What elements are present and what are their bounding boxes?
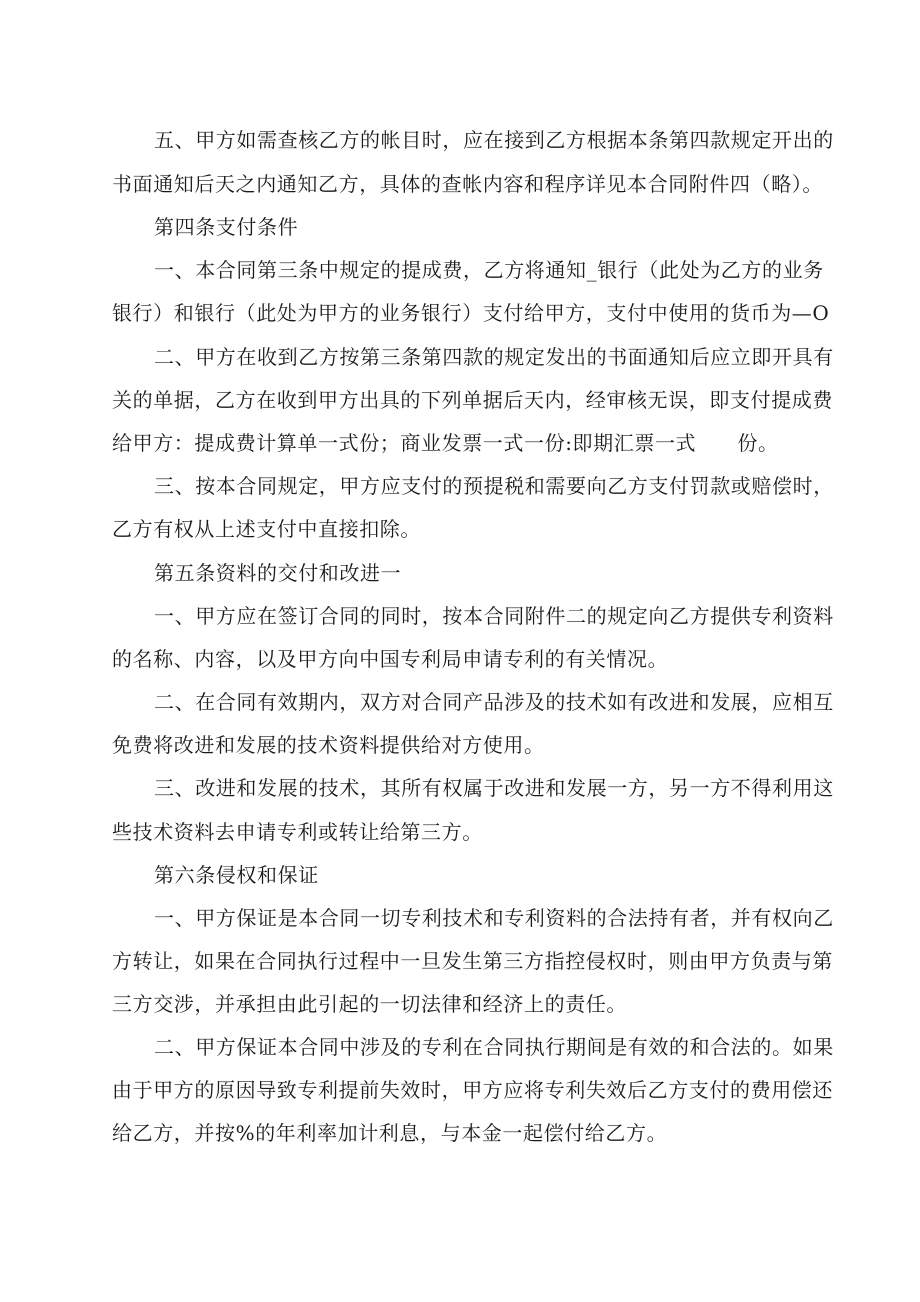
paragraph-line: 些技术资料去申请专利或转让给第三方。 — [112, 820, 483, 844]
section-heading: 第四条支付条件 — [154, 215, 299, 239]
paragraph-line: 一、甲方保证是本合同一切专利技术和专利资料的合法持有者，并有权向乙 — [154, 906, 834, 930]
paragraph-line: 一、本合同第三条中规定的提成费，乙方将通知_银行（此处为乙方的业务 — [154, 258, 824, 282]
paragraph-line: 书面通知后天之内通知乙方，具体的查帐内容和程序详见本合同附件四（略）。 — [112, 172, 823, 196]
paragraph-line: 三方交涉，并承担由此引起的一切法律和经济上的责任。 — [112, 992, 627, 1016]
paragraph-line: 免费将改进和发展的技术资料提供给对方使用。 — [112, 733, 545, 757]
paragraph-line: 关的单据，乙方在收到甲方出具的下列单据后天内，经审核无误，即支付提成费 — [112, 388, 833, 412]
paragraph-line: 乙方有权从上述支付中直接扣除。 — [112, 517, 421, 541]
paragraph-line: 五、甲方如需查核乙方的帐目时，应在接到乙方根据本条第四款规定开出的 — [154, 128, 834, 152]
paragraph-line: 一、甲方应在签订合同的同时，按本合同附件二的规定向乙方提供专利资料 — [154, 604, 834, 628]
paragraph-line: 的名称、内容，以及甲方向中国专利局申请专利的有关情况。 — [112, 647, 669, 671]
paragraph-line: 三、按本合同规定，甲方应支付的预提税和需要向乙方支付罚款或赔偿时， — [154, 474, 834, 498]
paragraph-line: 给甲方：提成费计算单一式份；商业发票一式一份:即期汇票一式 份。 — [112, 431, 779, 455]
paragraph-line: 二、甲方保证本合同中涉及的专利在合同执行期间是有效的和合法的。如果 — [154, 1035, 834, 1059]
paragraph-line: 给乙方，并按%的年利率加计利息，与本金一起偿付给乙方。 — [112, 1121, 668, 1145]
paragraph-line: 方转让，如果在合同执行过程中一旦发生第三方指控侵权时，则由甲方负责与第 — [112, 949, 833, 973]
paragraph-line: 由于甲方的原因导致专利提前失效时，甲方应将专利失效后乙方支付的费用偿还 — [112, 1078, 833, 1102]
paragraph-line: 二、在合同有效期内，双方对合同产品涉及的技术如有改进和发展，应相互 — [154, 690, 834, 714]
section-heading: 第六条侵权和保证 — [154, 863, 319, 887]
paragraph-line: 二、甲方在收到乙方按第三条第四款的规定发出的书面通知后应立即开具有 — [154, 345, 834, 369]
paragraph-line: 银行）和银行（此处为甲方的业务银行）支付给甲方，支付中使用的货币为—O — [112, 301, 830, 325]
paragraph-line: 三、改进和发展的技术，其所有权属于改进和发展一方，另一方不得利用这 — [154, 776, 834, 800]
section-heading: 第五条资料的交付和改进一 — [154, 561, 402, 585]
